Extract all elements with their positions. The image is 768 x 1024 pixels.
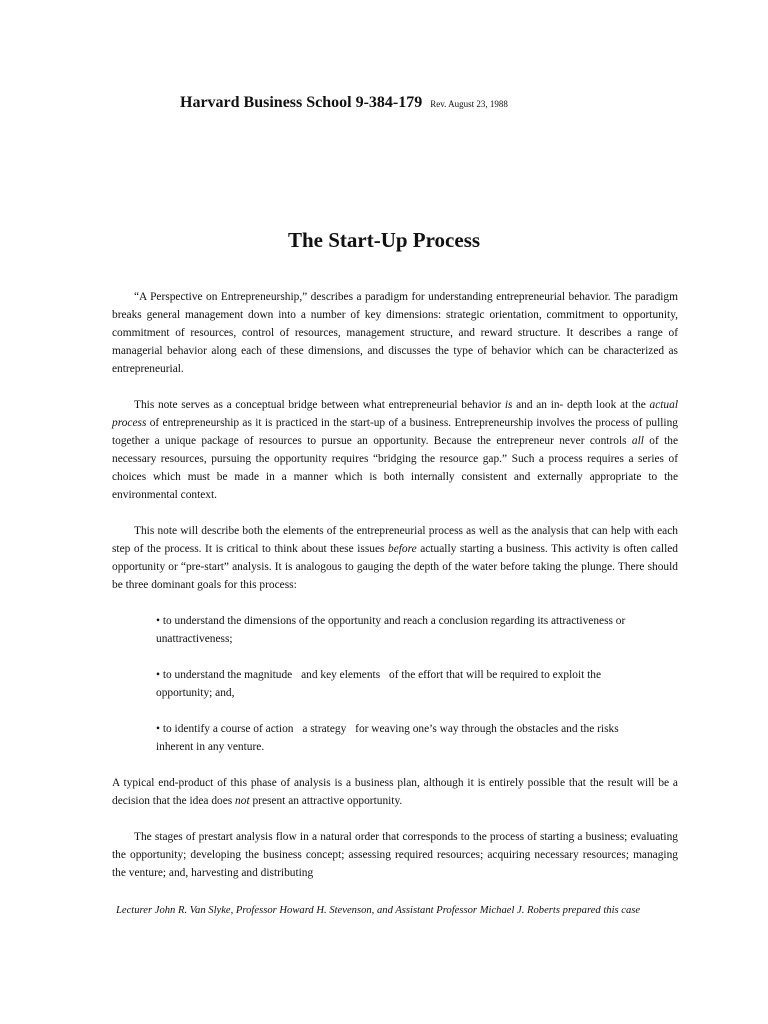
paragraph-4 [112,774,678,810]
paragraph-4-text-b: present an attractive opportunity. [249,795,403,807]
paragraph-4-emphasis-not: not [235,795,250,807]
list-item: • to understand the dimensions of the opportunity and reach a conclusion regarding its attractiveness or unattractiveness; [156,615,626,645]
paragraph-2 [112,396,678,504]
document-header [180,94,508,112]
paragraph-2-emphasis-is: is [504,399,513,411]
paragraph-2-emphasis-actual-process: actual process [112,399,678,429]
paragraph-5: The stages of prestart analysis flow in a natural order that corresponds to the process of starting a business; evaluating the opportunity; developing the business concept; assessing required resources; acquiring necessary resources; managing the venture; and, harvesting and distributing [112,831,678,879]
paragraph-2-text-c: of entrepreneurship as it is practiced in the start-up of a business. Entrepreneurship involves the process of pulling together a unique package of resources to pursue an opportunity. Because the entrepreneur never controls [112,417,678,447]
paragraph-3-text-a: This note will describe both the elements of the entrepreneurial process as well as the analysis that can help with each step of the process. It is critical to think about these issues [112,525,678,555]
paragraph-3-text-b: actually starting a business. This activity is often called opportunity or “pre-start” analysis. It is analogous to gauging the depth of the water before taking the plunge. There should be three dominant goals for this process: [112,543,678,591]
paragraph-2-emphasis-all: all [631,435,644,447]
paragraph-3-emphasis-before: before [388,543,417,555]
list-item: • to understand the magnitude and key elements of the effort that will be required to exploit the opportunity; and, [156,669,602,699]
case-number: Harvard Business School 9-384-179 [180,94,423,111]
paragraph-2-text-b: and an in- depth look at the [512,399,650,411]
paragraph-4-text-a: A typical end-product of this phase of analysis is a business plan, although it is entirely possible that the result will be a decision that the idea does [112,777,678,807]
list-item: • to identify a course of action a strategy for weaving one’s way through the obstacles and the risks inherent in any venture. [156,723,619,753]
goals-list [112,612,678,756]
paragraph-3 [112,522,678,594]
paragraph-2-text-a: This note serves as a conceptual bridge between what entrepreneurial behavior [134,399,505,411]
document-body [112,288,678,900]
paragraph-1: “A Perspective on Entrepreneurship,” describes a paradigm for understanding entrepreneurial behavior. The paradigm breaks general management down into a number of key dimensions: strategic orientation, commitment to opportunity, commitment of resources, control of resources, management structure, and reward structure. It describes a range of managerial behavior along each of these dimensions, and discusses the type of behavior which can be characterized as entrepreneurial. [112,291,678,375]
revision-date: Rev. August 23, 1988 [430,99,508,109]
footnote: Lecturer John R. Van Slyke, Professor Howard H. Stevenson, and Assistant Professor Michael J. Roberts prepared this case [116,905,641,916]
paragraph-2-text-d: of the necessary resources, pursuing the opportunity requires “bridging the resource gap.” Such a process requires a series of choices which must be made in a manner which is both internally consistent and externally appropriate to the environmental context. [112,435,678,501]
page-title: The Start-Up Process [287,228,481,252]
